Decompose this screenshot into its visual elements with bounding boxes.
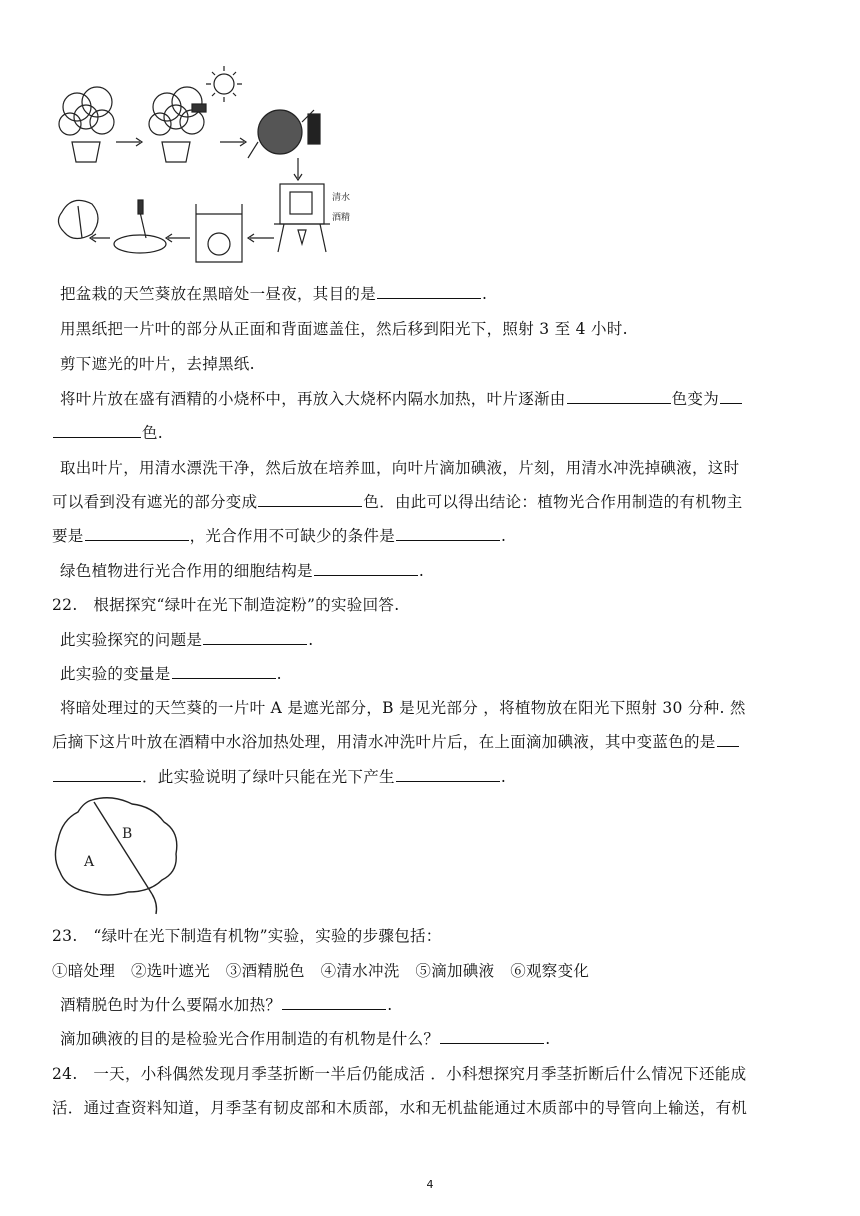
answer-blank[interactable]: [203, 629, 307, 645]
q21-line-4: 将叶片放在盛有酒精的小烧杯中，再放入大烧杯内隔水加热，叶片逐渐由 色变为: [60, 388, 743, 410]
answer-blank[interactable]: [314, 560, 418, 576]
experiment-procedure-figure: [52, 62, 392, 272]
potted-plant-dark-illustration: [59, 87, 114, 162]
answer-blank[interactable]: [172, 663, 276, 679]
answer-blank[interactable]: [282, 994, 386, 1010]
q21-line-1: 把盆栽的天竺葵放在黑暗处一昼夜，其目的是 .: [60, 285, 488, 303]
q21-line-3: 剪下遮光的叶片，去掉黑纸.: [60, 355, 255, 373]
q22-title: 22. 根据探究“绿叶在光下制造淀粉”的实验回答.: [52, 596, 400, 614]
answer-blank[interactable]: [440, 1028, 544, 1044]
leaf-removal-illustration: [248, 110, 320, 158]
q22-line-3: 将暗处理过的天竺葵的一片叶 A 是遮光部分，B 是见光部分 ，将植物放在阳光下照射 30 分种. 然: [60, 699, 746, 717]
potted-plant-light-illustration: [149, 87, 206, 162]
q21-line-2: 用黑纸把一片叶的部分从正面和背面遮盖住，然后移到阳光下，照射 3 至 4 小时.: [60, 320, 628, 338]
answer-blank[interactable]: [717, 731, 739, 747]
water-bath-illustration: [274, 184, 330, 252]
answer-blank[interactable]: [377, 283, 481, 299]
answer-blank[interactable]: [396, 525, 500, 541]
q22-line-4: 后摘下这片叶放在酒精中水浴加热处理，用清水冲洗叶片后，在上面滴加碘液，其中变蓝色的是: [52, 731, 740, 753]
leaf-label-a: A: [84, 854, 95, 870]
page-number: 4: [426, 1178, 434, 1191]
leaf-label-b: B: [122, 826, 133, 842]
q22-line-5: ．此实验说明了绿叶只能在光下产生 .: [52, 766, 506, 788]
q24-line-1: 24. 一天，小科偶然发现月季茎折断一半后仍能成活 ．小科想探究月季茎折断后什么情况下还能成: [52, 1065, 747, 1083]
q22-line-1: 此实验探究的问题是 .: [60, 631, 314, 649]
q21-line-5: 色.: [52, 422, 163, 444]
q21-line-9: 绿色植物进行光合作用的细胞结构是 .: [60, 562, 425, 580]
q21-line-8: 要是 ，光合作用不可缺少的条件是 .: [52, 527, 507, 545]
q23-title: 23. “绿叶在光下制造有机物”实验，实验的步骤包括：: [52, 927, 442, 945]
alcohol-label: 酒精: [332, 213, 351, 223]
water-label: 清水: [332, 193, 351, 203]
q24-line-2: 活．通过查资料知道，月季茎有韧皮部和木质部，水和无机盐能通过木质部中的导管向上输送，有机: [52, 1099, 748, 1117]
final-leaf-illustration: [58, 200, 98, 238]
answer-blank[interactable]: [396, 766, 500, 782]
petri-dish-illustration: [114, 200, 166, 253]
q22-line-2: 此实验的变量是 .: [60, 665, 282, 683]
sun-icon: [206, 66, 242, 102]
q23-line-2: 滴加碘液的目的是检验光合作用制造的有机物是什么？ .: [60, 1030, 551, 1048]
answer-blank[interactable]: [53, 422, 141, 438]
answer-blank[interactable]: [85, 525, 189, 541]
q23-steps: ①暗处理 ②选叶遮光 ③酒精脱色 ④清水冲洗 ⑤滴加碘液 ⑥观察变化: [52, 962, 590, 980]
answer-blank[interactable]: [258, 491, 362, 507]
answer-blank[interactable]: [567, 388, 671, 404]
q21-line-6: 取出叶片，用清水漂洗干净，然后放在培养皿，向叶片滴加碘液，片刻，用清水冲洗掉碘液，这时: [60, 459, 740, 477]
beaker-illustration: [196, 204, 242, 262]
leaf-ab-figure: [52, 796, 192, 916]
q21-line-7: 可以看到没有遮光的部分变成 色．由此可以得出结论：植物光合作用制造的有机物主: [52, 493, 743, 511]
answer-blank[interactable]: [53, 766, 141, 782]
answer-blank[interactable]: [720, 388, 742, 404]
q23-line-1: 酒精脱色时为什么要隔水加热？ .: [60, 996, 393, 1014]
